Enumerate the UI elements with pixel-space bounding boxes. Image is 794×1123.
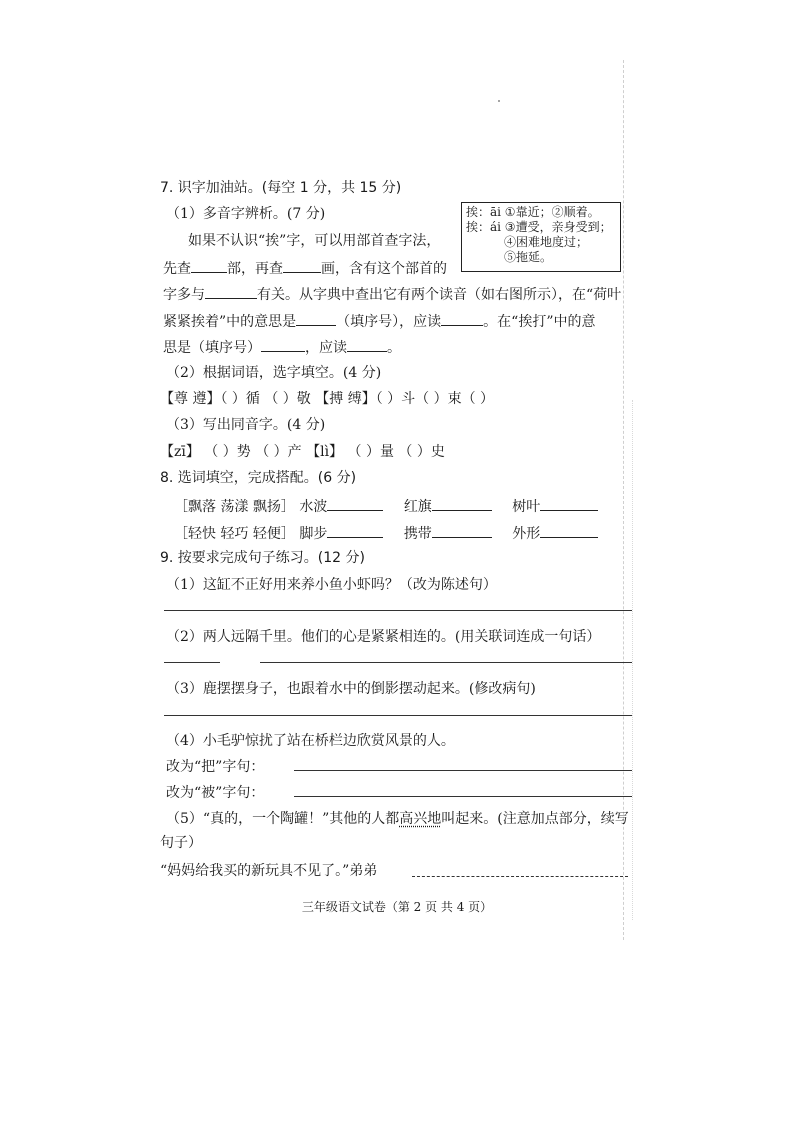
q9-s5 [166, 810, 629, 828]
dict-line-2: 挨：ái ③遭受，亲身受到； [466, 220, 612, 234]
text: 部，再查 [227, 261, 283, 277]
text: 树叶 [512, 499, 541, 515]
q8-title: 8. 选词填空，完成搭配。(6 分) [160, 470, 357, 486]
blank-radical[interactable] [191, 258, 227, 273]
text: 。 [387, 340, 401, 356]
text: 。在“挨打”中的意 [483, 314, 596, 330]
answer-line-5[interactable] [412, 876, 628, 877]
q7-sub3-choices[interactable]: 【zī】 （ ）势 （ ）产 【lì】 （ ）量 （ ）史 [160, 444, 445, 460]
q9-s3: （3）鹿摆摆身子，也跟着水中的倒影摆动起来。(修改病句) [166, 681, 536, 697]
q9-title: 9. 按要求完成句子练习。(12 分) [160, 550, 365, 566]
word-options: ［轻快 轻巧 轻便］ [174, 526, 295, 542]
answer-line-ba[interactable] [294, 770, 632, 771]
q8-row1 [174, 496, 598, 516]
q7-para-line4 [163, 311, 596, 331]
q7-title: 7. 识字加油站。(每空 1 分，共 15 分) [160, 180, 402, 196]
text: （5）“真的，一个陶罐！”其他的人都 [166, 811, 400, 827]
q7-sub2: （2）根据词语，选字填空。(4 分) [166, 365, 382, 381]
text: 先查 [163, 261, 191, 277]
text: ，应读 [305, 340, 347, 356]
page-footer: 三年级语文试卷（第 2 页 共 4 页） [301, 900, 493, 914]
dict-line-4: ⑤拖延。 [504, 250, 553, 264]
text: 有关。从字典中查出它有两个读音（如右图所示），在“荷叶 [257, 287, 622, 303]
answer-line-3[interactable] [164, 715, 632, 716]
answer-line-2a[interactable] [164, 662, 220, 663]
q9-s5-prompt: “妈妈给我买的新玩具不见了。”弟弟 [160, 863, 378, 879]
blank-pair[interactable] [327, 496, 383, 511]
blank-pair[interactable] [327, 523, 383, 538]
text: 思是（填序号） [163, 340, 261, 356]
q9-s4b: 改为“被”字句： [166, 785, 265, 801]
word-options: ［飘落 荡漾 飘扬］ [174, 499, 295, 515]
q7-sub1: （1）多音字辨析。(7 分) [166, 206, 326, 222]
q9-s4a: 改为“把”字句： [166, 759, 265, 775]
blank-meaning-relation[interactable] [205, 284, 257, 299]
text: 字多与 [163, 287, 205, 303]
q9-s1: （1）这缸不正好用来养小鱼小虾吗？（改为陈述句） [166, 577, 497, 593]
text: 水波 [299, 499, 328, 515]
text: 携带 [403, 526, 432, 542]
text: 外形 [512, 526, 541, 542]
scan-fold-line [623, 60, 624, 940]
text: 红旗 [403, 499, 432, 515]
text: 叫起来。(注意加点部分，续写 [441, 811, 629, 827]
text: （填序号），应读 [336, 314, 442, 330]
text: 脚步 [299, 526, 328, 542]
blank-pair[interactable] [540, 523, 598, 538]
q7-para-line1: 如果不认识“挨”字，可以用部首查字法， [188, 233, 441, 249]
q7-sub3: （3）写出同音字。(4 分) [166, 417, 326, 433]
q7-para-line3 [163, 284, 621, 304]
text: 画，含有这个部首的 [321, 261, 447, 277]
text: 紧紧挨着”中的意思是 [163, 314, 297, 330]
q8-row2 [174, 523, 598, 543]
blank-reading-2[interactable] [347, 337, 387, 352]
scan-fold-line-2 [632, 400, 633, 920]
dict-line-3: ④困难地度过； [504, 235, 589, 249]
scan-speck [498, 100, 500, 102]
dictionary-box [461, 202, 621, 272]
blank-strokes[interactable] [283, 258, 321, 273]
q7-sub2-choices[interactable]: 【尊 遵】（ ）循 （ ）敬 【搏 缚】（ ）斗（ ）束（ ） [160, 391, 495, 407]
q9-s5-cont: 句子） [160, 835, 202, 851]
q7-para-line5 [163, 337, 401, 357]
q9-s2: （2）两人远隔千里。他们的心是紧紧相连的。(用关联词连成一句话） [166, 629, 601, 645]
q7-para-line2 [163, 258, 447, 278]
dict-line-1: 挨：āi ①靠近；②顺着。 [466, 205, 600, 219]
blank-pair[interactable] [432, 496, 492, 511]
blank-pair[interactable] [432, 523, 492, 538]
blank-sequence-2[interactable] [261, 337, 305, 352]
answer-line-bei[interactable] [294, 796, 632, 797]
q9-s4: （4）小毛驴惊扰了站在桥栏边欣赏风景的人。 [166, 733, 455, 749]
blank-reading-1[interactable] [441, 311, 483, 326]
answer-line-1[interactable] [164, 610, 632, 611]
dotted-phrase: 高兴地 [399, 811, 442, 827]
blank-sequence-1[interactable] [296, 311, 336, 326]
blank-pair[interactable] [540, 496, 598, 511]
answer-line-2b[interactable] [260, 662, 632, 663]
